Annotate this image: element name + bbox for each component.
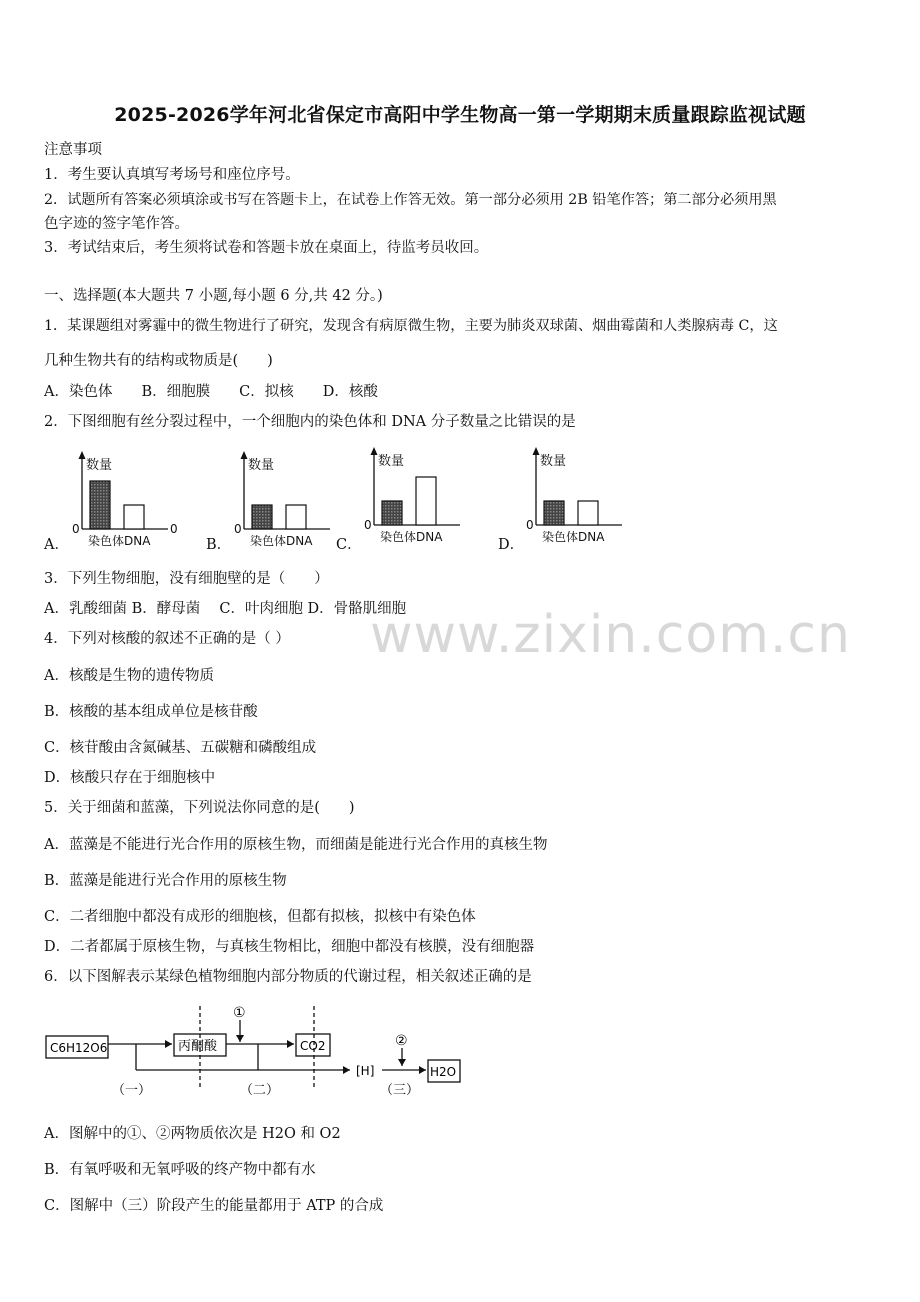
q5-stem: 5．关于细菌和蓝藻，下列说法你同意的是( ) xyxy=(44,800,355,816)
chart-2-ylabel: 数量 xyxy=(248,458,275,473)
chart-3-bar-DNA xyxy=(416,477,436,525)
chart-1-y-arrow xyxy=(79,451,86,459)
q6-option-b: B．有氧呼吸和无氧呼吸的终产物中都有水 xyxy=(44,1162,316,1178)
q6-option-a: A．图解中的①、②两物质依次是 H2O 和 O2 xyxy=(44,1126,341,1142)
notice-item-2-cont: 色字迹的签字笔作答。 xyxy=(44,216,189,232)
co2-label: CO2 xyxy=(300,1039,326,1053)
q3-stem: 3．下列生物细胞，没有细胞壁的是（ ） xyxy=(44,571,329,587)
mark-2: ② xyxy=(395,1033,408,1049)
chart-3-ylabel: 数量 xyxy=(378,454,405,469)
pyruvate-label: 丙酮酸 xyxy=(178,1039,218,1054)
water-label: H2O xyxy=(430,1065,457,1079)
stage-3-label: （三） xyxy=(380,1083,420,1098)
chart-4-x-labels: 染色体DNA xyxy=(542,530,605,544)
q3-options: A．乳酸细菌 B．酵母菌 C．叶肉细胞 D．骨骼肌细胞 xyxy=(44,601,407,617)
q6-stem: 6．以下图解表示某绿色植物细胞内部分物质的代谢过程，相关叙述正确的是 xyxy=(44,969,532,985)
chart-2-bar-DNA xyxy=(286,505,306,529)
q1-options: A．染色体 B．细胞膜 C．拟核 D．核酸 xyxy=(44,384,378,400)
q2-option-a-label: A． xyxy=(44,537,69,553)
chart-1-zero: 0 xyxy=(72,522,80,536)
notice-item-3: 3．考试结束后，考生须将试卷和答题卡放在桌面上，待监考员收回。 xyxy=(44,240,489,256)
chart-1-ylabel: 数量 xyxy=(86,458,113,473)
h-label: [H] xyxy=(356,1064,375,1078)
q4-option-d: D．核酸只存在于细胞核中 xyxy=(44,770,216,786)
chart-2-x-labels: 染色体DNA xyxy=(250,534,313,548)
chart-4-ylabel: 数量 xyxy=(540,454,567,469)
chart-3-y-arrow xyxy=(371,447,378,455)
chart-4-bar-染色体 xyxy=(544,501,564,525)
chart-4-y-arrow xyxy=(533,447,540,455)
notice-item-2: 2．试题所有答案必须填涂或书写在答题卡上，在试卷上作答无效。第一部分必须用 2B 铅笔作答；第二部分必须用黑 xyxy=(44,192,777,208)
chart-1-bar-DNA xyxy=(124,505,144,529)
q2-option-c-label: C． xyxy=(336,537,362,553)
chart-4-bar-DNA xyxy=(578,501,598,525)
section-heading: 一、选择题(本大题共 7 小题,每小题 6 分,共 42 分。) xyxy=(44,288,383,304)
q2-stem: 2．下图细胞有丝分裂过程中，一个细胞内的染色体和 DNA 分子数量之比错误的是 xyxy=(44,414,576,430)
stage-2-label: （二） xyxy=(240,1083,280,1098)
chart-2-bar-染色体 xyxy=(252,505,272,529)
q4-stem: 4．下列对核酸的叙述不正确的是（ ） xyxy=(44,631,290,647)
watermark: www.zixin.com.cn xyxy=(370,605,851,665)
q5-option-d: D．二者都属于原核生物，与真核生物相比，细胞中都没有核膜，没有细胞器 xyxy=(44,939,535,955)
q4-option-a: A．核酸是生物的遗传物质 xyxy=(44,668,214,684)
q2-option-d-label: D． xyxy=(498,537,525,553)
page-title: 2025-2026学年河北省保定市高阳中学生物高一第一学期期末质量跟踪监视试题 xyxy=(114,104,806,126)
q4-option-c: C．核苷酸由含氮碱基、五碳糖和磷酸组成 xyxy=(44,740,317,756)
chart-1-bar-染色体 xyxy=(90,481,110,529)
q5-option-b: B．蓝藻是能进行光合作用的原核生物 xyxy=(44,873,287,889)
chart-3-bar-染色体 xyxy=(382,501,402,525)
chart-2-y-arrow xyxy=(241,451,248,459)
q4-option-b: B．核酸的基本组成单位是核苷酸 xyxy=(44,704,258,720)
chart-1-x-end-zero: 0 xyxy=(170,522,178,536)
q1-stem-line2: 几种生物共有的结构或物质是( ) xyxy=(44,353,273,369)
stage-1-label: （一） xyxy=(112,1083,152,1098)
q6-option-c: C．图解中（三）阶段产生的能量都用于 ATP 的合成 xyxy=(44,1198,384,1214)
chart-1-x-labels: 染色体DNA xyxy=(88,534,151,548)
q1-stem-line1: 1．某课题组对雾霾中的微生物进行了研究，发现含有病原微生物，主要为肺炎双球菌、烟曲霉菌和人类腺病毒 C，这 xyxy=(44,318,778,334)
q5-option-c: C．二者细胞中都没有成形的细胞核，但都有拟核，拟核中有染色体 xyxy=(44,909,476,925)
chart-3-zero: 0 xyxy=(364,518,372,532)
mark-1: ① xyxy=(233,1005,246,1021)
notice-item-1: 1．考生要认真填写考场号和座位序号。 xyxy=(44,167,300,183)
q6-diagram xyxy=(44,1000,474,1100)
q2-option-b-label: B． xyxy=(206,537,232,553)
chart-2-zero: 0 xyxy=(234,522,242,536)
notice-heading: 注意事项 xyxy=(44,142,102,158)
glucose-label: C6H12O6 xyxy=(50,1041,108,1055)
chart-3-x-labels: 染色体DNA xyxy=(380,530,443,544)
chart-4-zero: 0 xyxy=(526,518,534,532)
q5-option-a: A．蓝藻是不能进行光合作用的原核生物，而细菌是能进行光合作用的真核生物 xyxy=(44,837,548,853)
